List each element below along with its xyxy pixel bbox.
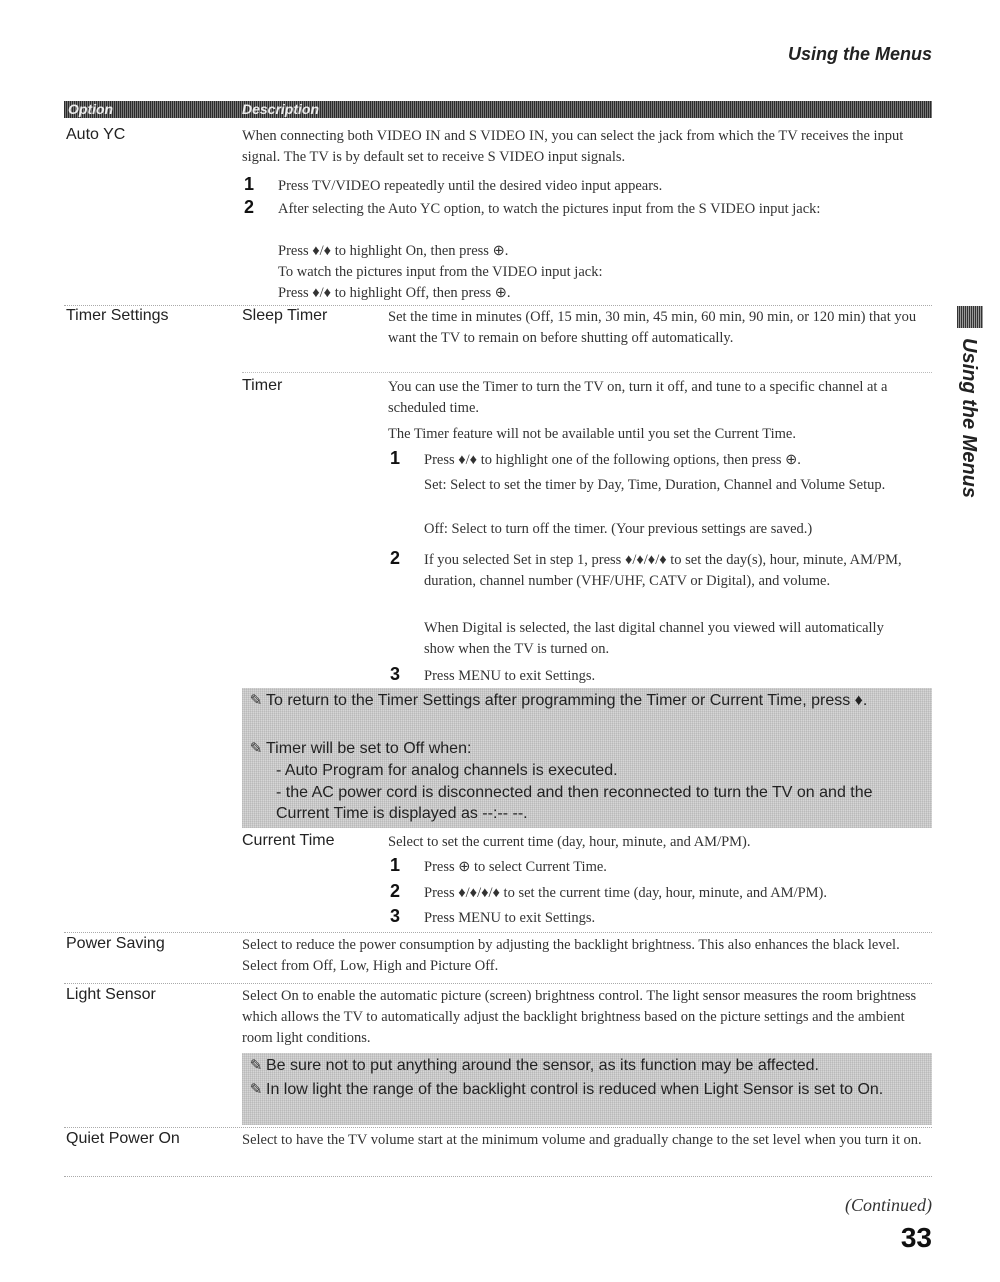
- option-light-sensor: Light Sensor: [66, 986, 156, 1003]
- auto-yc-step2a: After selecting the Auto YC option, to watch the pictures input from the S VIDEO input jack:: [278, 201, 821, 217]
- auto-yc-step2b: Press ♦/♦ to highlight On, then press ⊕.: [278, 243, 509, 259]
- side-tab-label: [940, 338, 980, 498]
- step-number: 1: [390, 855, 401, 875]
- timer-notes-box: [242, 688, 932, 828]
- step-number: 2: [244, 197, 255, 217]
- note-pencil-icon: ✎: [249, 740, 263, 757]
- note-pencil-icon: ✎: [249, 1081, 263, 1098]
- page-number: 33: [900, 1222, 932, 1253]
- light-sensor-text: Select On to enable the automatic picture (screen) brightness control. The light sensor measures the room brightness which allows the TV to automatically adjust the backlight brightness based on the picture settings and the ambient room light conditions.: [242, 988, 917, 1046]
- sub-divider: [242, 372, 932, 373]
- table-header: [64, 101, 932, 118]
- sub-option-current-time: Current Time: [242, 832, 335, 849]
- column-header-option: Option: [68, 101, 114, 117]
- row-divider: [64, 1176, 932, 1177]
- timer-note-2-line2: - the AC power cord is disconnected and then reconnected to turn the TV on and the Current Time is displayed as --:-- --.: [276, 784, 873, 822]
- note-pencil-icon: ✎: [249, 692, 263, 709]
- timer-step3: Press MENU to exit Settings.: [424, 668, 596, 684]
- timer-off-option: Off: Select to turn off the timer. (Your previous settings are saved.): [424, 521, 813, 537]
- continued-label: (Continued): [845, 1195, 932, 1215]
- column-header-description: Description: [242, 101, 320, 117]
- auto-yc-step1: Press TV/VIDEO repeatedly until the desired video input appears.: [278, 178, 663, 194]
- row-divider: [64, 1127, 932, 1128]
- option-auto-yc: Auto YC: [66, 126, 126, 143]
- current-time-text: Select to set the current time (day, hour, minute, and AM/PM).: [388, 834, 751, 850]
- auto-yc-step2d: Press ♦/♦ to highlight Off, then press ⊕.: [278, 285, 511, 301]
- side-tab-text: Using the Menus: [958, 338, 980, 499]
- row-divider: [64, 932, 932, 933]
- sub-option-timer: Timer: [242, 377, 283, 394]
- light-sensor-note-1: Be sure not to put anything around the sensor, as its function may be affected.: [266, 1057, 819, 1074]
- auto-yc-step2c: To watch the pictures input from the VIDEO input jack:: [278, 264, 603, 280]
- power-saving-text: Select to reduce the power consumption by adjusting the backlight brightness. This also enhances the black level. Select from Off, Low, High and Picture Off.: [242, 937, 900, 974]
- timer-note-1: To return to the Timer Settings after programming the Timer or Current Time, press ♦.: [266, 692, 868, 709]
- current-time-step2: Press ♦/♦/♦/♦ to set the current time (day, hour, minute, and AM/PM).: [424, 885, 828, 901]
- step-number: 1: [390, 448, 401, 468]
- light-sensor-notes-box: [242, 1053, 932, 1125]
- step-number: 2: [390, 881, 401, 901]
- note-pencil-icon: ✎: [249, 1057, 263, 1074]
- timer-paragraph-1: You can use the Timer to turn the TV on, turn it off, and tune to a specific channel at a scheduled time.: [388, 379, 888, 416]
- timer-step1: Press ♦/♦ to highlight one of the following options, then press ⊕.: [424, 452, 801, 468]
- step-number: 2: [390, 548, 401, 568]
- light-sensor-note-2: In low light the range of the backlight control is reduced when Light Sensor is set to On.: [266, 1081, 884, 1098]
- sleep-timer-text: Set the time in minutes (Off, 15 min, 30 min, 45 min, 60 min, 90 min, or 120 min) that you want the TV to remain on before shutting off automatically.: [388, 309, 917, 346]
- step-number: 3: [390, 664, 401, 684]
- side-tab-marker: [957, 306, 983, 328]
- current-time-step3: Press MENU to exit Settings.: [424, 910, 596, 926]
- row-divider: [64, 305, 932, 306]
- current-time-step1: Press ⊕ to select Current Time.: [424, 859, 607, 875]
- timer-set-option: Set: Select to set the timer by Day, Time, Duration, Channel and Volume Setup.: [424, 477, 886, 493]
- quiet-power-on-text: Select to have the TV volume start at the minimum volume and gradually change to the set level when you turn it on.: [242, 1132, 922, 1148]
- option-power-saving: Power Saving: [66, 935, 165, 952]
- timer-step2: If you selected Set in step 1, press ♦/♦/♦/♦ to set the day(s), hour, minute, AM/PM, duration, channel number (VHF/UHF, CATV or Digital), and volume.: [424, 552, 902, 589]
- step-number: 3: [390, 906, 401, 926]
- sub-option-sleep-timer: Sleep Timer: [242, 307, 328, 324]
- step-number: 1: [244, 174, 255, 194]
- auto-yc-intro: When connecting both VIDEO IN and S VIDEO IN, you can select the jack from which the TV receives the input signal. The TV is by default set to receive S VIDEO input signals.: [242, 128, 904, 165]
- page-header-title: Using the Menus: [787, 44, 932, 64]
- timer-note-2-line1: - Auto Program for analog channels is executed.: [276, 762, 618, 779]
- timer-paragraph-2: The Timer feature will not be available until you set the Current Time.: [388, 426, 796, 442]
- timer-step2-digital-note: When Digital is selected, the last digital channel you viewed will automatically show when the TV is turned on.: [424, 620, 884, 657]
- timer-note-2-title: Timer will be set to Off when:: [266, 740, 472, 757]
- option-timer-settings: Timer Settings: [66, 307, 169, 324]
- option-quiet-power-on: Quiet Power On: [66, 1130, 180, 1147]
- row-divider: [64, 983, 932, 984]
